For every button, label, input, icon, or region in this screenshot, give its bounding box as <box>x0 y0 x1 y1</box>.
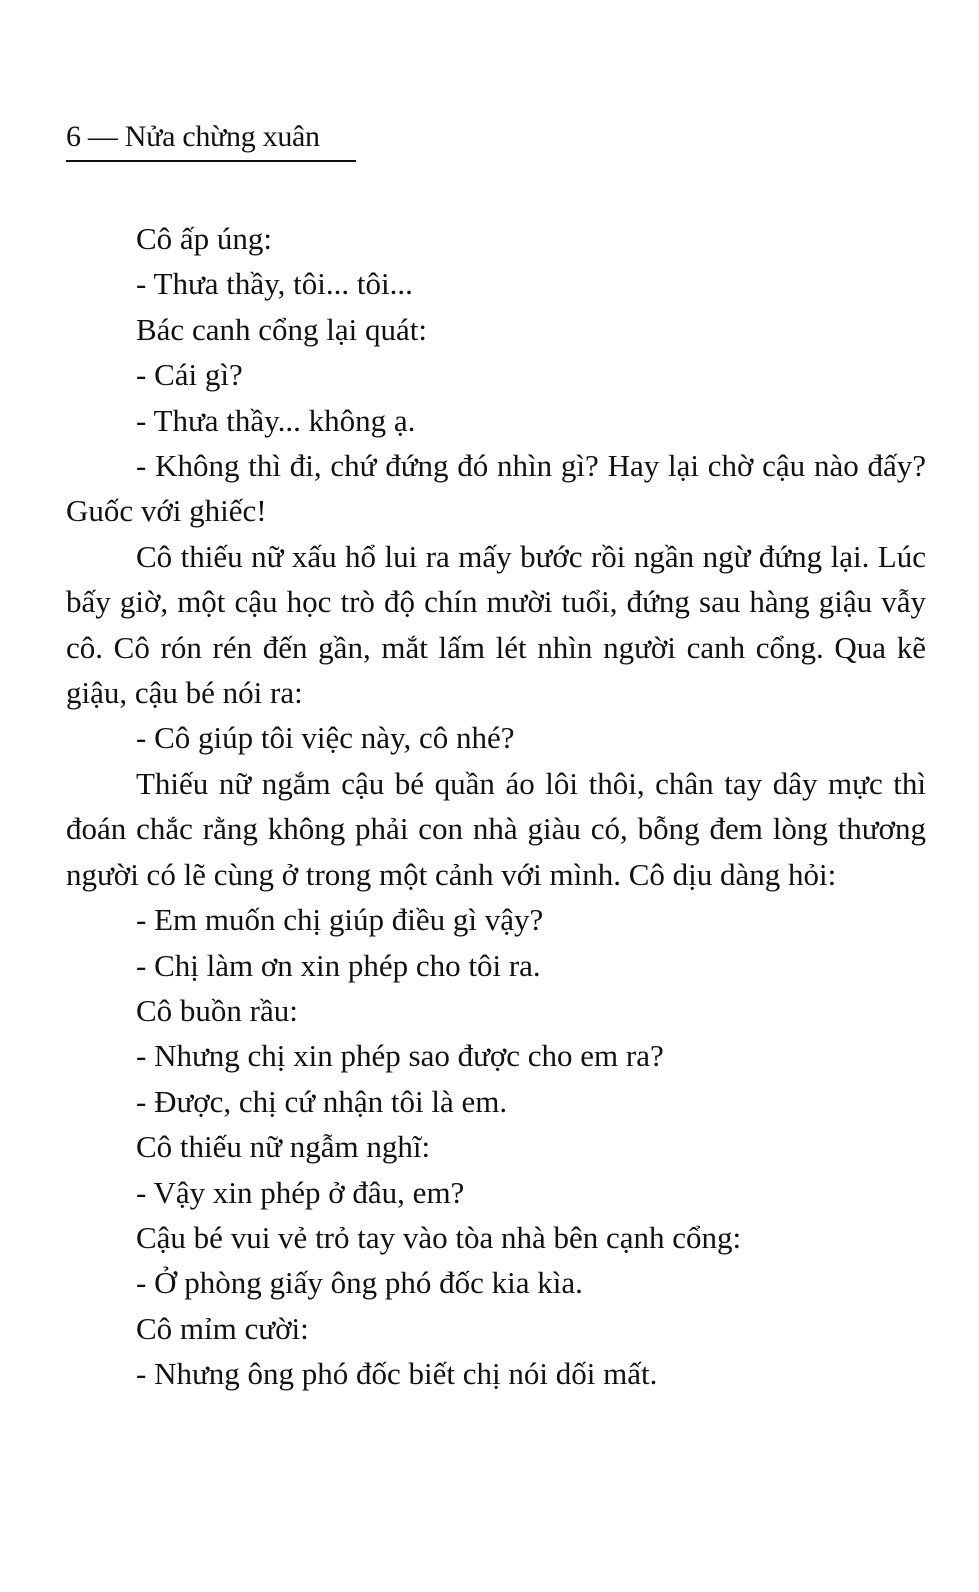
paragraph: - Nhưng ông phó đốc biết chị nói dối mất. <box>136 1356 658 1392</box>
paragraph: - Nhưng chị xin phép sao được cho em ra? <box>136 1038 664 1074</box>
paragraph: Cô thiếu nữ ngẫm nghĩ: <box>136 1129 431 1165</box>
paragraph: Bác canh cổng lại quát: <box>136 311 427 347</box>
paragraph: Cô thiếu nữ xấu hổ lui ra mấy bước rồi ngần ngừ đứng lại. Lúc bấy giờ, một cậu học trò độ chín mười tuổi, đứng sau hàng giậu vẫy cô. Cô rón rén đến gần, mắt lấm lét nhìn người canh cổng. Qua kẽ giậu, cậu bé nói ra: <box>66 538 926 711</box>
paragraph: - Em muốn chị giúp điều gì vậy? <box>136 902 544 938</box>
paragraph: Cậu bé vui vẻ trỏ tay vào tòa nhà bên cạnh cổng: <box>136 1219 742 1255</box>
paragraph: - Không thì đi, chứ đứng đó nhìn gì? Hay lại chờ cậu nào đấy? Guốc với ghiếc! <box>66 448 926 529</box>
paragraph: - Vậy xin phép ở đâu, em? <box>136 1174 465 1210</box>
paragraph: Thiếu nữ ngắm cậu bé quần áo lôi thôi, chân tay dây mực thì đoán chắc rằng không phải con nhà giàu có, bỗng đem lòng thương người có lẽ cùng ở trong một cảnh với mình. Cô dịu dàng hỏi: <box>66 765 926 892</box>
body-text <box>66 216 926 1397</box>
running-header: 6 — Nửa chừng xuân <box>66 117 356 162</box>
paragraph: - Thưa thầy... không ạ. <box>136 402 416 438</box>
paragraph: - Chị làm ơn xin phép cho tôi ra. <box>136 947 541 983</box>
paragraph: Cô mỉm cười: <box>136 1310 309 1346</box>
paragraph: - Được, chị cứ nhận tôi là em. <box>136 1083 508 1119</box>
paragraph: - Cái gì? <box>136 357 243 393</box>
paragraph: - Thưa thầy, tôi... tôi... <box>136 266 413 302</box>
paragraph: Cô ấp úng: <box>136 221 273 256</box>
paragraph: - Ở phòng giấy ông phó đốc kia kìa. <box>136 1265 583 1301</box>
paragraph: - Cô giúp tôi việc này, cô nhé? <box>136 720 515 756</box>
paragraph: Cô buồn rầu: <box>136 992 298 1028</box>
